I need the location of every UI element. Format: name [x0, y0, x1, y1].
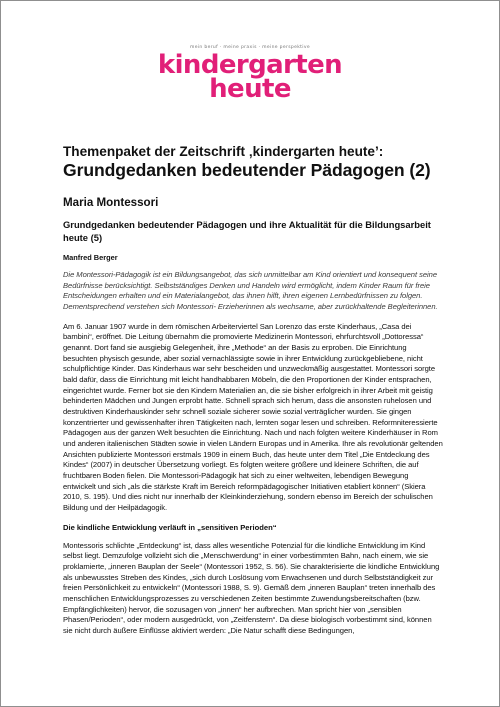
document-pre-title: Themenpaket der Zeitschrift ‚kindergarten heute’: [63, 144, 384, 159]
article-paragraph-2: Montessoris schlichte „Entdeckung“ ist, dass alles wesentliche Potenzial für die kindliche Entwicklung im Kind selbst liegt. Demzufolge vollzieht sich die „Menschwerdung“ in einer vorbestimmten Bahn, nach einem, wie sie proklamierte, „inneren Bauplan der Seele“ (Montessori 1952, S. 56). Sie charakterisierte die kindliche Entwicklung als unbewusstes Streben des Kindes, „sich durch Loslösung vom Erwachsenen und durch Selbstständigkeit zur freien Persönlichkeit zu entwickeln“ (Montessori 1988, S. 9). Gemäß dem „inneren Bauplan“ treten innerhalb des menschlichen Entwicklungsprozesses zu verschiedenen Zeiten bestimmte Zuwendungsbereitschaften (bzw. Empfänglichkeiten) hervor, die sozusagen von „innen“ her aufbrechen. Man spricht hier von „sensiblen Phasen/Perioden“, oder modern ausgedrückt, von „Zeitfenstern“. Da diese biologisch vorbestimmt sind, können sie nicht durch äußere Einflüsse aktiviert werden: „Die Natur schafft diese Bedingungen, [63, 540, 440, 635]
document-body [63, 144, 443, 637]
article-author: Manfred Berger [63, 253, 118, 262]
document-main-title: Grundgedanken bedeutender Pädagogen (2) [63, 160, 431, 180]
kindergarten-heute-logo [1, 45, 499, 104]
logo-wordmark-heute: heute [209, 74, 291, 104]
section-title: Maria Montessori [63, 196, 159, 209]
logo-wordmark-kindergarten: kindergarten [157, 50, 343, 80]
section-heading-sensitive-periods: Die kindliche Entwicklung verläuft in „sensitiven Perioden“ [63, 522, 277, 532]
article-paragraph-1: Am 6. Januar 1907 wurde in dem römischen Arbeiterviertel San Lorenzo das erste Kinderhaus, „Casa dei bambini“, eröffnet. Die Leitung übernahm die promovierte Medizinerin Montessori, ehrfurchtsvoll „Dottoressa“ genannt. Dort fand sie ausgiebig Gelegenheit, ihre „Methode“ an der Basis zu erproben. Die Einrichtung besuchten physisch gesunde, aber sozial vernachlässigte sowie in ihrer Entwicklung zurückgebliebene, nicht schulpflichtige Kinder. Das Kinderhaus war sehr bescheiden und unzweckmäßig ausgestattet. Montessori sorgte bald dafür, dass die Einrichtung mit leicht handhabbaren Möbeln, die den Proportionen der Kinder entsprachen, eingerichtet wurde. Ferner bot sie den Kindern Materialien an, die sie bisher erfolgreich in ihrer Arbeit mit geistig behinderten Mädchen und Jungen erprobt hatte. Schnell sprach sich herum, dass die ansonsten ruhelosen und destruktiven Kinderhauskinder sehr schnell soziale sicherer sowie sozial verträglicher wurden. Sie gingen konzentrierter und gewissenhafter ihren Tätigkeiten nach, lernten sogar lesen und schreiben. Reformniteressierte Pädagogen aus der ganzen Welt besuchten die Einrichtung. Nach und nach folgten weitere Kinderhäuser in Rom und anderen italienischen Städten sowie in vielen Ländern Europas und in Amerika. Ihre als revolutionär geltenden Ansichten publizierte Montessori erstmals 1909 in einem Buch, das heute unter dem Titel „Die Entdeckung des Kindes“ (2007) in deutscher Übersetzung vorliegt. Es folgten weitere größere und kleinere Schriften, die auf fruchtbaren Boden fielen. Die Montessori-Pädagogik hat sich zu einer weltweiten, lebendigen Bewegung entwickelt und sich „als die stärkste Kraft im Bereich reformpädagogischer Initiativen etabliert können“ (Skiera 2010, S. 195). Und dies nicht nur innerhalb der Kleinkinderziehung, sondern ebenso im Bereich der schulischen Bildung und der Heilpädagogik. [63, 321, 443, 512]
logo-tagline: mein beruf · meine praxis · meine perspektive [189, 45, 311, 50]
article-subtitle: Grundgedanken bedeutender Pädagogen und ihre Aktualität für die Bildungsarbeit heute (5) [63, 219, 431, 243]
article-intro: Die Montessori-Pädagogik ist ein Bildungsangebot, das sich unmittelbar am Kind orientiert und konsequent seine Bedürfnisse berücksichtigt. Selbstständiges Denken und Handeln wird ermöglicht, indem Kinder Raum für freie Entscheidungen erhalten und ein Materialangebot, das ihnen hilft, ihren eigenen Lernbedürfnissen zu folgen. Dementsprechend verstehen sich Montessori- Erzieherinnen als wechsame, aber zurückhaltende Begleiterinnen. [63, 270, 438, 312]
